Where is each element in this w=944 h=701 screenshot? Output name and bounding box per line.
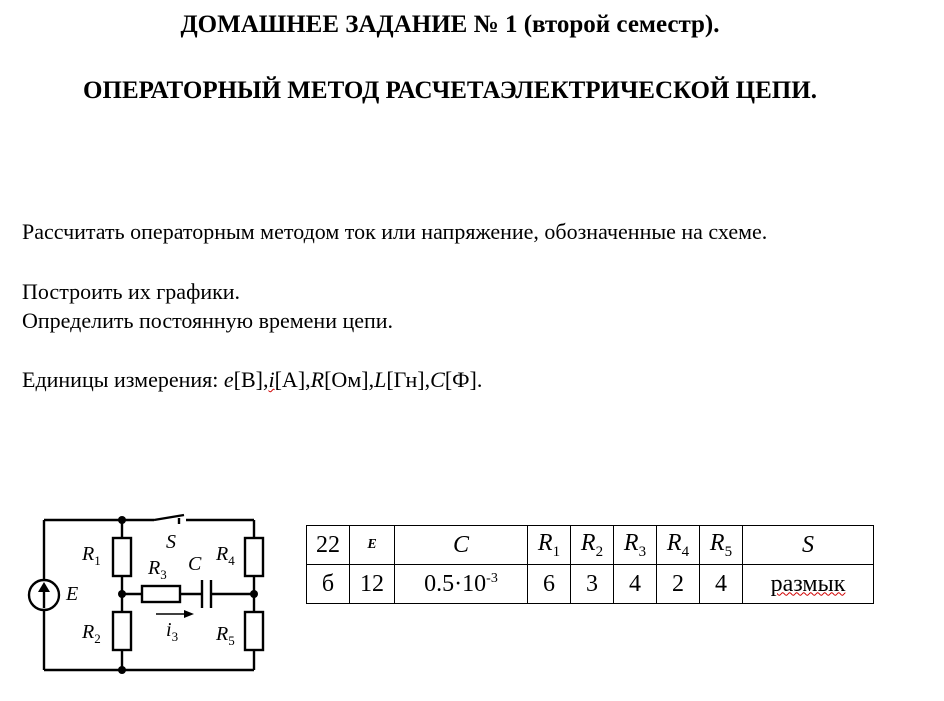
value-s: размык xyxy=(743,565,874,604)
label-switch: S xyxy=(166,531,176,553)
header-r4: $R_4$ xyxy=(657,526,700,565)
value-variant: б xyxy=(307,565,350,604)
label-r5: $R_5$ xyxy=(216,623,235,648)
header-r2: $R_2$ xyxy=(571,526,614,565)
resistor-r4 xyxy=(245,538,263,576)
label-r4: $R_4$ xyxy=(216,543,235,568)
table-row xyxy=(307,565,874,604)
resistor-r5 xyxy=(245,612,263,650)
parameters-table xyxy=(306,525,874,604)
header-s: S xyxy=(743,526,874,565)
value-r2: 3 xyxy=(571,565,614,604)
label-r2: $R_2$ xyxy=(82,621,101,646)
resistor-r1 xyxy=(113,538,131,576)
value-r1: 6 xyxy=(528,565,571,604)
task-instruction-2: Построить их графики. xyxy=(22,279,241,304)
label-current: $i_3$ xyxy=(166,619,179,644)
header-r5: $R_5$ xyxy=(700,526,743,565)
unit-c-symbol: C xyxy=(430,367,445,392)
label-r1: $R_1$ xyxy=(82,543,101,568)
unit-e-symbol: e xyxy=(223,367,234,392)
task-instruction-3: Определить постоянную времени цепи. xyxy=(22,308,394,333)
value-r4: 2 xyxy=(657,565,700,604)
unit-l: [Гн], xyxy=(386,367,431,392)
unit-r-symbol: R xyxy=(310,367,325,392)
label-r3: $R_3$ xyxy=(148,557,167,582)
header-r3: $R_3$ xyxy=(614,526,657,565)
header-variant: 22 xyxy=(307,526,350,565)
header-c: C xyxy=(395,526,528,565)
circuit-diagram xyxy=(24,512,274,680)
resistor-r3 xyxy=(142,586,180,602)
unit-i-symbol: i xyxy=(268,367,275,392)
current-arrow-icon xyxy=(156,610,194,618)
label-source: E xyxy=(66,583,79,605)
unit-r: [Ом], xyxy=(324,367,375,392)
unit-l-symbol: L xyxy=(374,367,387,392)
resistor-r2 xyxy=(113,612,131,650)
title-line-2: ОПЕРАТОРНЫЙ МЕТОД РАСЧЕТАЭЛЕКТРИЧЕСКОЙ ЦЕПИ. xyxy=(83,77,817,104)
header-e: E xyxy=(350,526,395,565)
units-prefix: Единицы измерения: xyxy=(22,367,224,392)
task-instruction-1: Рассчитать операторным методом ток или напряжение, обозначенные на схеме. xyxy=(22,219,768,244)
header-r1: $R_1$ xyxy=(528,526,571,565)
value-r5: 4 xyxy=(700,565,743,604)
value-c: $0.5\cdot 10^{-3}$ xyxy=(395,565,528,604)
value-r3: 4 xyxy=(614,565,657,604)
units-line xyxy=(22,365,482,394)
value-e: 12 xyxy=(350,565,395,604)
table-header-row xyxy=(307,526,874,565)
unit-e: [В], xyxy=(233,367,269,392)
unit-c: [Ф]. xyxy=(444,367,483,392)
unit-i: [А], xyxy=(274,367,311,392)
title-line-1: ДОМАШНЕЕ ЗАДАНИЕ № 1 (второй семестр). xyxy=(180,11,720,38)
label-capacitor: C xyxy=(188,553,202,575)
